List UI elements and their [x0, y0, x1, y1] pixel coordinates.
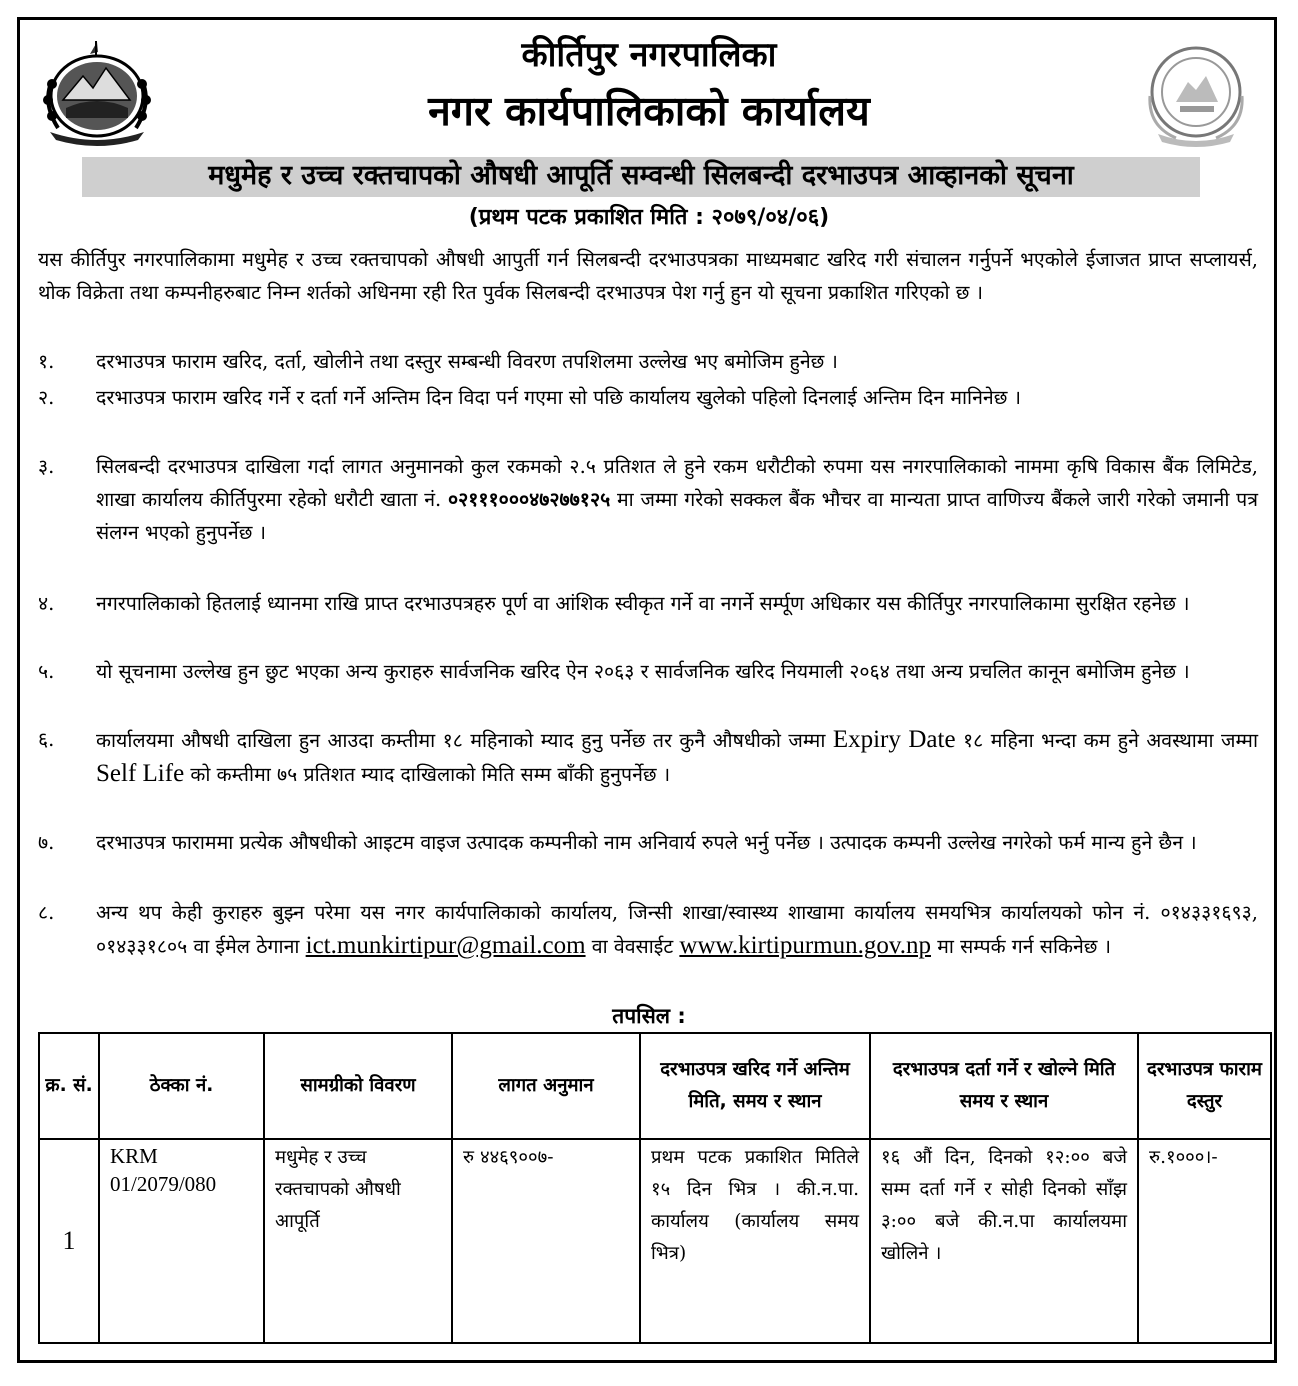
item-text-part: मा सम्पर्क गर्न सकिनेछ । — [937, 935, 1112, 958]
item-text-part: १८ महिना भन्दा कम हुने अवस्थामा जम्मा — [963, 729, 1259, 752]
item-number: २. — [38, 386, 55, 409]
header-contract-no: ठेक्का नं. — [99, 1033, 264, 1139]
item-text-part: कार्यालयमा औषधी दाखिला हुन आउदा कम्तीमा १८ महिनाको म्याद हुनु पर्नेछ तर कुनै औषधीको जम्मा — [96, 729, 826, 752]
header-fee: दरभाउपत्र फाराम दस्तुर — [1138, 1033, 1271, 1139]
item-number: १. — [38, 350, 55, 373]
table-row — [39, 1139, 1271, 1343]
list-item — [38, 345, 1258, 378]
self-life-term: Self Life — [96, 760, 185, 787]
website-link[interactable]: www.kirtipurmun.gov.np — [679, 932, 931, 959]
header-description: सामग्रीको विवरण — [264, 1033, 452, 1139]
item-text — [96, 450, 1258, 549]
item-text-part: सिलबन्दी दरभाउपत्र दाखिला गर्दा लागत अनुमानको कुल रकमको २.५ प्रतिशत ले हुने रकम धरौटीको रुपमा यस नगरपालिकाको नाममा कृषि विकास बैंक लिमिटेड, शाखा कार्यालय कीर्तिपुरमा रहेको धरौटी खाता नं. — [96, 455, 1258, 511]
list-item — [38, 826, 1258, 859]
item-text: नगरपालिकाको हितलाई ध्यानमा राखि प्राप्त दरभाउपत्रहरु पूर्ण वा आंशिक स्वीकृत गर्ने वा नगर्ने सर्म्पूण अधिकार यस कीर्तिपुर नगरपालिकामा सुरक्षित रहनेछ । — [96, 592, 1190, 615]
item-number: ८. — [38, 901, 55, 924]
account-number: ०२१११०००४७२७७१२५ — [447, 488, 611, 511]
item-text-part: मा जम्मा गरेको सक्कल बैंक भौचर वा मान्यता प्राप्त वाणिज्य बैंकले जारी गरेको जमानी पत्र संलग्न भएको हुनुपर्नेछ । — [96, 488, 1258, 544]
item-text: यो सूचनामा उल्लेख हुन छुट भएका अन्य कुराहरु सार्वजनिक खरिद ऐन २०६३ र सार्वजनिक खरिद नियमाली २०६४ तथा अन्य प्रचलित कानून बमोजिम हुनेछ । — [96, 660, 1190, 683]
header-serial: क्र. सं. — [39, 1033, 99, 1139]
expiry-date-term: Expiry Date — [832, 726, 956, 753]
published-date: (प्रथम पटक प्रकाशित मिति : २०७९/०४/०६) — [468, 205, 830, 230]
table-header-row — [39, 1033, 1271, 1139]
item-text — [96, 723, 1258, 791]
cell-serial: 1 — [39, 1139, 99, 1343]
item-text: दरभाउपत्र फाराम खरिद, दर्ता, खोलीने तथा दस्तुर सम्बन्धी विवरण तपशिलमा उल्लेख भए बमोजिम हुनेछ । — [96, 350, 838, 373]
item-text-part: अन्य थप केही कुराहरु बुझ्न परेमा यस नगर कार्यपालिकाको कार्यालय, जिन्सी शाखा/स्वास्थ्य शाखामा कार्यालय समयभित्र कार्यालयको फोन नं. ०१४३३१६९३, ०१४३३१८०५ वा ईमेल ठेगाना — [96, 901, 1258, 958]
table-title: तपसिल : — [612, 1004, 686, 1028]
item-number: ५. — [38, 660, 55, 683]
email-link[interactable]: ict.munkirtipur@gmail.com — [305, 932, 586, 959]
list-item — [38, 587, 1258, 620]
cell-estimate: रु ४४६९००७- — [452, 1139, 640, 1343]
item-number: ४. — [38, 592, 55, 615]
cell-fee: रु.१०००।- — [1138, 1139, 1271, 1343]
list-item — [38, 723, 1258, 791]
municipality-name: कीर्तिपुर नगरपालिका — [521, 35, 777, 75]
list-item — [38, 896, 1258, 963]
item-number: ३. — [38, 455, 55, 478]
item-text: दरभाउपत्र फाराम खरिद गर्ने र दर्ता गर्ने अन्तिम दिन विदा पर्न गएमा सो पछि कार्यालय खुलेको पहिलो दिनलाई अन्तिम दिन मानिनेछ । — [96, 386, 1022, 409]
list-item — [38, 450, 1258, 549]
list-item — [38, 655, 1258, 688]
list-item — [38, 381, 1258, 414]
item-text-part: वा वेवसाईट — [591, 935, 674, 958]
header-estimate: लागत अनुमान — [452, 1033, 640, 1139]
cell-submission: १६ औं दिन, दिनको १२:०० बजे सम्म दर्ता गर्ने र सोही दिनको साँझ ३:०० बजे की.न.पा कार्यालयमा खोलिने । — [870, 1139, 1138, 1343]
details-table — [38, 1032, 1272, 1344]
header-submission: दरभाउपत्र दर्ता गर्ने र खोल्ने मिति समय र स्थान — [870, 1033, 1138, 1139]
item-number: ७. — [38, 831, 55, 854]
item-text: दरभाउपत्र फाराममा प्रत्येक औषधीको आइटम वाइज उत्पादक कम्पनीको नाम अनिवार्य रुपले भर्नु पर्नेछ । उत्पादक कम्पनी उल्लेख नगरेको फर्म मान्य हुने छैन । — [96, 831, 1197, 854]
intro-paragraph: यस कीर्तिपुर नगरपालिकामा मधुमेह र उच्च रक्तचापको औषधी आपुर्ती गर्न सिलबन्दी दरभाउपत्रका माध्यमबाट खरिद गरी संचालन गर्नुपर्ने भएकोले ईजाजत प्राप्त सप्लायर्स, थोक विक्रेता तथा कम्पनीहरुबाट निम्न शर्तको अधिनमा रही रित पुर्वक सिलबन्दी दरभाउपत्र पेश गर्नु हुन यो सूचना प्रकाशित गरिएको छ । — [38, 248, 1258, 304]
item-number: ६. — [38, 728, 55, 751]
item-text-part: को कम्तीमा ७५ प्रतिशत म्याद दाखिलाको मिति सम्म बाँकी हुनुपर्नेछ । — [190, 763, 671, 786]
item-text — [96, 896, 1258, 963]
cell-purchase-deadline: प्रथम पटक प्रकाशित मितिले १५ दिन भित्र । की.न.पा. कार्यालय (कार्यालय समय भित्र) — [640, 1139, 870, 1343]
notice-title: मधुमेह र उच्च रक्तचापको औषधी आपूर्ति सम्वन्धी सिलबन्दी दरभाउपत्र आव्हानको सूचना — [82, 157, 1200, 197]
header-purchase-deadline: दरभाउपत्र खरिद गर्ने अन्तिम मिति, समय र स्थान — [640, 1033, 870, 1139]
cell-contract-no: KRM 01/2079/080 — [99, 1139, 264, 1343]
office-name: नगर कार्यपालिकाको कार्यालय — [428, 87, 870, 135]
cell-description: मधुमेह र उच्च रक्तचापको औषधी आपूर्ति — [264, 1139, 452, 1343]
